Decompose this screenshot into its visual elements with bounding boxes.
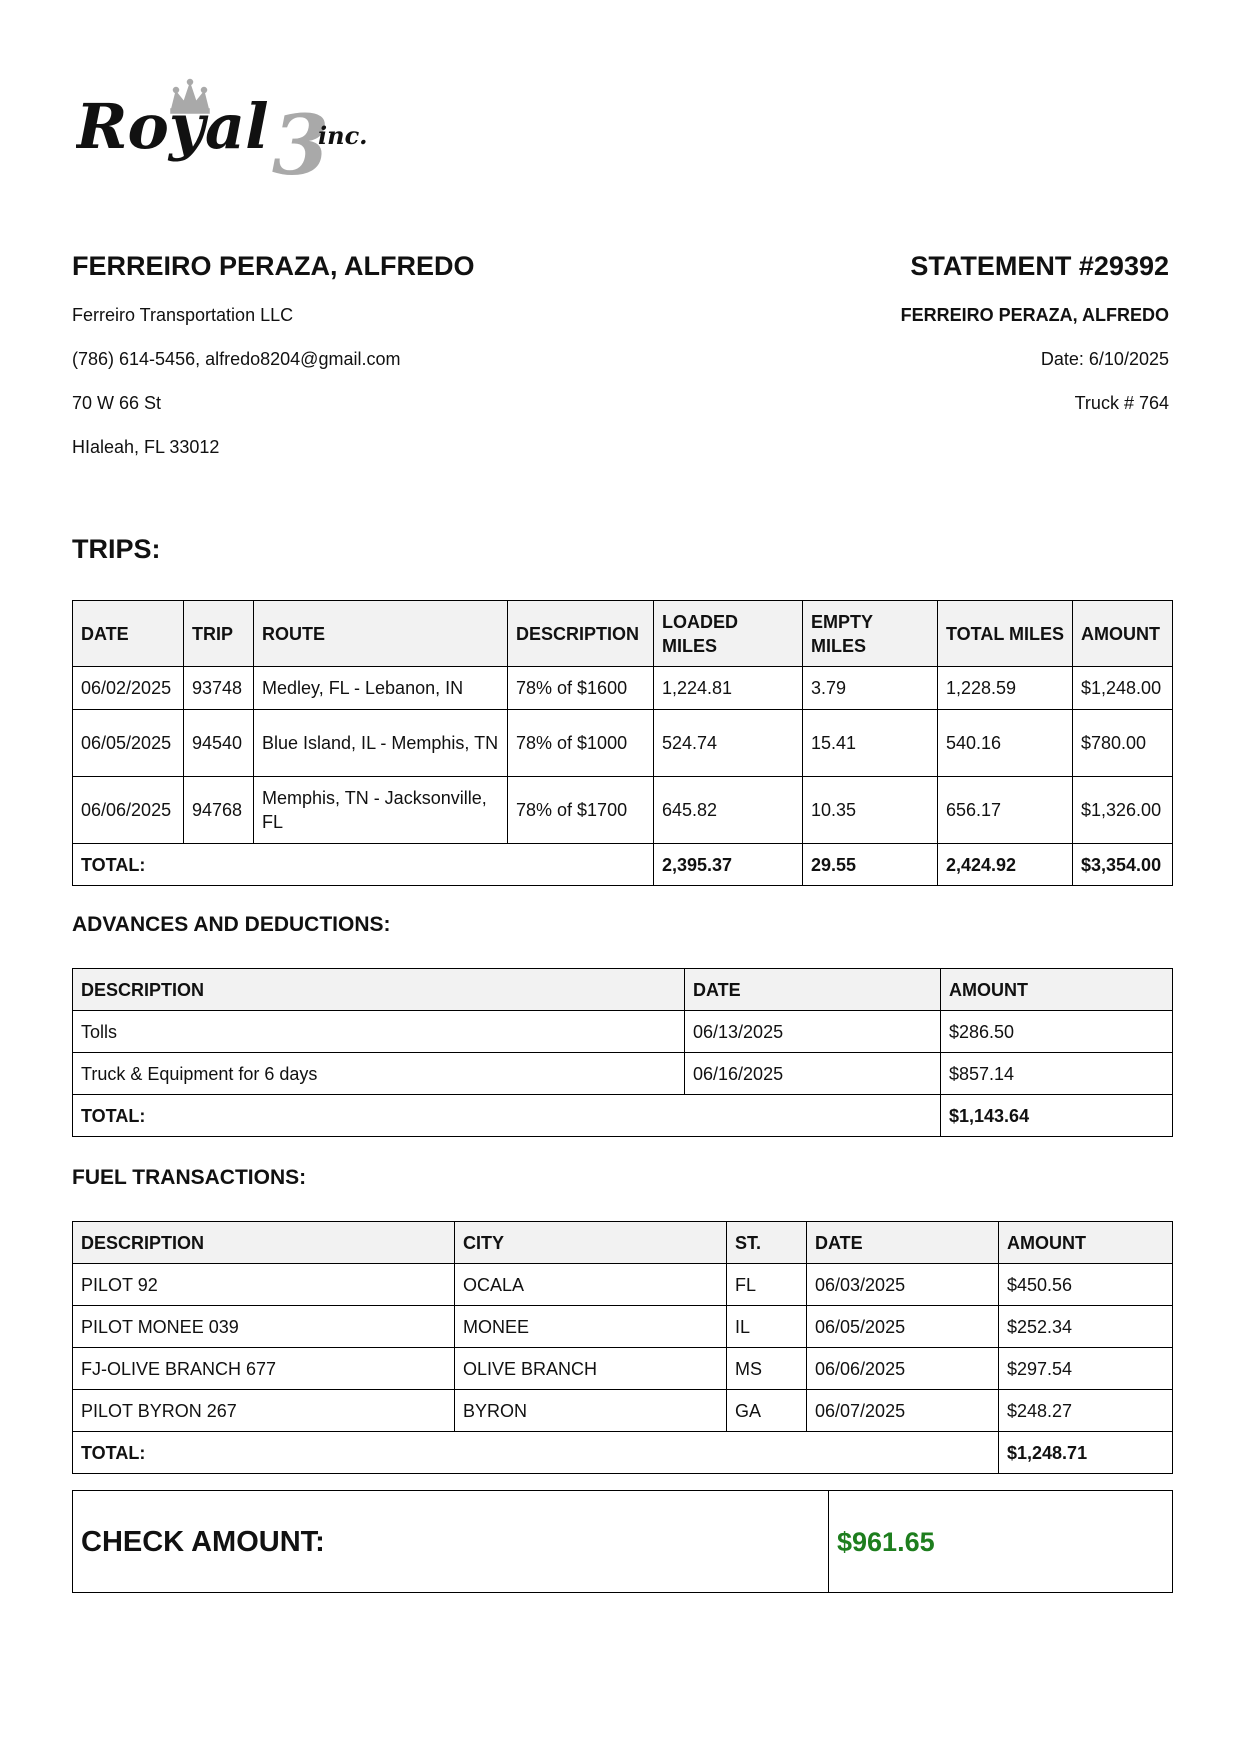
truck-number: Truck # 764 xyxy=(1074,393,1169,413)
total-amount: $1,143.64 xyxy=(941,1095,1173,1137)
table-cell: 645.82 xyxy=(654,777,803,844)
table-cell: 06/06/2025 xyxy=(807,1348,999,1390)
advances-title: ADVANCES AND DEDUCTIONS: xyxy=(72,913,391,936)
table-cell: 06/05/2025 xyxy=(73,710,184,777)
total-miles: 2,424.92 xyxy=(938,844,1073,886)
column-header: AMOUNT xyxy=(999,1222,1173,1264)
table-row xyxy=(73,1011,1173,1053)
table-cell: 06/02/2025 xyxy=(73,667,184,710)
check-amount-box xyxy=(72,1490,1173,1593)
statement-block xyxy=(609,250,1169,414)
table-cell: 06/06/2025 xyxy=(73,777,184,844)
table-header-row xyxy=(73,601,1173,667)
table-cell: 540.16 xyxy=(938,710,1073,777)
table-cell: 15.41 xyxy=(803,710,938,777)
fuel-table xyxy=(72,1221,1173,1474)
table-header-row xyxy=(73,1222,1173,1264)
column-header: ST. xyxy=(727,1222,807,1264)
table-cell: $450.56 xyxy=(999,1264,1173,1306)
table-cell: 1,224.81 xyxy=(654,667,803,710)
payee-name: FERREIRO PERAZA, ALFREDO xyxy=(900,305,1169,325)
table-cell: 06/05/2025 xyxy=(807,1306,999,1348)
table-cell: $297.54 xyxy=(999,1348,1173,1390)
column-header: DATE xyxy=(807,1222,999,1264)
table-row xyxy=(73,710,1173,777)
table-cell: $857.14 xyxy=(941,1053,1173,1095)
table-cell: FL xyxy=(727,1264,807,1306)
table-cell: Medley, FL - Lebanon, IN xyxy=(254,667,508,710)
column-header: TOTAL MILES xyxy=(938,601,1073,667)
total-label: TOTAL: xyxy=(73,844,654,886)
table-cell: 78% of $1700 xyxy=(508,777,654,844)
driver-name: FERREIRO PERAZA, ALFREDO xyxy=(72,251,475,281)
column-header: DESCRIPTION xyxy=(73,1222,455,1264)
logo-suffix: inc. xyxy=(318,121,368,150)
check-amount-label: CHECK AMOUNT: xyxy=(73,1491,829,1593)
table-cell: $248.27 xyxy=(999,1390,1173,1432)
table-cell: 78% of $1600 xyxy=(508,667,654,710)
company-logo xyxy=(76,78,386,188)
contact-info: (786) 614-5456, alfredo8204@gmail.com xyxy=(72,349,401,369)
column-header: LOADED MILES xyxy=(654,601,803,667)
trips-table xyxy=(72,600,1173,886)
table-cell: BYRON xyxy=(455,1390,727,1432)
column-header: DESCRIPTION xyxy=(508,601,654,667)
table-cell: 06/13/2025 xyxy=(685,1011,941,1053)
total-row xyxy=(73,1432,1173,1474)
column-header: ROUTE xyxy=(254,601,508,667)
table-header-row xyxy=(73,969,1173,1011)
table-cell: 1,228.59 xyxy=(938,667,1073,710)
logo-numeral: 3 xyxy=(272,98,330,188)
table-cell: 94540 xyxy=(184,710,254,777)
total-row xyxy=(73,844,1173,886)
address-line-2: HIaleah, FL 33012 xyxy=(72,437,220,457)
table-cell: 10.35 xyxy=(803,777,938,844)
column-header: TRIP xyxy=(184,601,254,667)
table-cell: FJ-OLIVE BRANCH 677 xyxy=(73,1348,455,1390)
table-cell: $252.34 xyxy=(999,1306,1173,1348)
trips-title: TRIPS: xyxy=(72,534,161,564)
total-label: TOTAL: xyxy=(73,1095,941,1137)
table-cell: Tolls xyxy=(73,1011,685,1053)
column-header: DATE xyxy=(685,969,941,1011)
table-cell: GA xyxy=(727,1390,807,1432)
column-header: DATE xyxy=(73,601,184,667)
table-cell: 656.17 xyxy=(938,777,1073,844)
table-cell: OCALA xyxy=(455,1264,727,1306)
table-cell: 06/03/2025 xyxy=(807,1264,999,1306)
table-cell: $286.50 xyxy=(941,1011,1173,1053)
address-line-1: 70 W 66 St xyxy=(72,393,162,413)
column-header: DESCRIPTION xyxy=(73,969,685,1011)
table-row xyxy=(73,667,1173,710)
advances-table xyxy=(72,968,1173,1137)
table-cell: 93748 xyxy=(184,667,254,710)
table-cell: Blue Island, IL - Memphis, TN xyxy=(254,710,508,777)
table-cell: 78% of $1000 xyxy=(508,710,654,777)
table-cell: $780.00 xyxy=(1073,710,1173,777)
company-name: Ferreiro Transportation LLC xyxy=(72,305,294,325)
table-row xyxy=(73,1348,1173,1390)
fuel-title: FUEL TRANSACTIONS: xyxy=(72,1166,307,1189)
check-amount-value: $961.65 xyxy=(829,1491,1173,1593)
statement-number: STATEMENT #29392 xyxy=(910,251,1169,281)
table-cell: PILOT 92 xyxy=(73,1264,455,1306)
table-row xyxy=(73,1264,1173,1306)
total-label: TOTAL: xyxy=(73,1432,999,1474)
statement-date: Date: 6/10/2025 xyxy=(1040,349,1169,369)
table-cell: 94768 xyxy=(184,777,254,844)
table-row xyxy=(73,1390,1173,1432)
table-row xyxy=(73,1306,1173,1348)
table-cell: PILOT MONEE 039 xyxy=(73,1306,455,1348)
table-cell: $1,326.00 xyxy=(1073,777,1173,844)
table-cell: 06/07/2025 xyxy=(807,1390,999,1432)
table-row xyxy=(73,1053,1173,1095)
check-row xyxy=(73,1491,1173,1593)
column-header: AMOUNT xyxy=(941,969,1173,1011)
table-cell: PILOT BYRON 267 xyxy=(73,1390,455,1432)
table-cell: MONEE xyxy=(455,1306,727,1348)
table-cell: IL xyxy=(727,1306,807,1348)
logo-wordmark: Royal xyxy=(76,90,269,163)
total-amount: $1,248.71 xyxy=(999,1432,1173,1474)
table-cell: OLIVE BRANCH xyxy=(455,1348,727,1390)
total-loaded-miles: 2,395.37 xyxy=(654,844,803,886)
table-cell: Memphis, TN - Jacksonville, FL xyxy=(254,777,508,844)
table-cell: MS xyxy=(727,1348,807,1390)
driver-block xyxy=(72,250,632,458)
table-cell: Truck & Equipment for 6 days xyxy=(73,1053,685,1095)
total-amount: $3,354.00 xyxy=(1073,844,1173,886)
column-header: EMPTY MILES xyxy=(803,601,938,667)
table-row xyxy=(73,777,1173,844)
table-cell: 524.74 xyxy=(654,710,803,777)
table-cell: $1,248.00 xyxy=(1073,667,1173,710)
column-header: AMOUNT xyxy=(1073,601,1173,667)
table-cell: 3.79 xyxy=(803,667,938,710)
column-header: CITY xyxy=(455,1222,727,1264)
table-cell: 06/16/2025 xyxy=(685,1053,941,1095)
total-empty-miles: 29.55 xyxy=(803,844,938,886)
total-row xyxy=(73,1095,1173,1137)
